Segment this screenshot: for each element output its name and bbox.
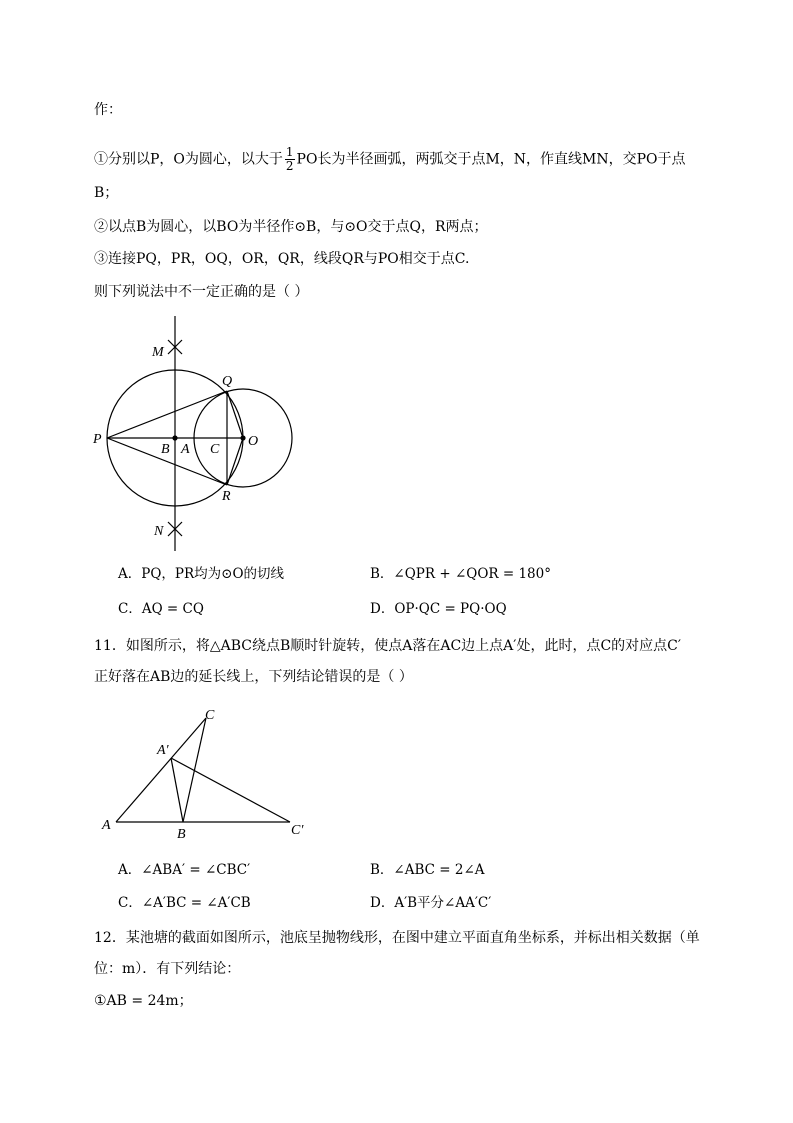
point-o-dot bbox=[241, 436, 245, 440]
q10-step1-end: B； bbox=[94, 185, 119, 201]
q12-line1: 12．某池塘的截面如图所示，池底呈抛物线形，在图中建立平面直角坐标系，并标出相关数据（单 bbox=[94, 930, 700, 946]
q10-question: 则下列说法中不一定正确的是（ ） bbox=[94, 284, 309, 300]
q12-line2: 位：m）．有下列结论： bbox=[94, 961, 241, 977]
segment-oq bbox=[227, 391, 243, 438]
q10-step1-b: P，O为圆心，以大于 bbox=[150, 151, 283, 168]
label-a: A bbox=[102, 818, 111, 833]
label-a: A bbox=[181, 442, 190, 457]
q10-lead: 作： bbox=[94, 102, 122, 118]
fraction-numerator: 1 bbox=[285, 145, 294, 159]
segment-ba-prime bbox=[171, 758, 183, 822]
label-q: Q bbox=[222, 374, 233, 389]
q10-option-b[interactable]: B．∠QPR + ∠QOR = 180° bbox=[370, 566, 551, 582]
q11-option-d[interactable]: D．A′B平分∠AA′C′ bbox=[370, 895, 492, 911]
label-n: N bbox=[154, 524, 164, 539]
label-p: P bbox=[93, 432, 102, 447]
q10-step1-a: ①分别以 bbox=[94, 151, 150, 168]
label-r: R bbox=[222, 489, 231, 504]
q11-option-a[interactable]: A．∠ABA′ = ∠CBC′ bbox=[118, 862, 251, 878]
q10-step1-c: PO长为半径画弧，两弧交于点 bbox=[296, 151, 486, 168]
q10-option-d[interactable]: D．OP·QC = PQ·OQ bbox=[370, 601, 507, 617]
label-a-prime: A′ bbox=[157, 743, 169, 758]
q12-item1: ①AB = 24m； bbox=[94, 993, 193, 1009]
q10-circle-figure bbox=[80, 308, 320, 558]
q11-option-c[interactable]: C．∠A′BC = ∠A′CB bbox=[118, 895, 251, 911]
label-c: C bbox=[210, 442, 220, 457]
q10-option-c[interactable]: C．AQ = CQ bbox=[118, 601, 204, 617]
segment-pq bbox=[107, 391, 227, 438]
label-o: O bbox=[248, 434, 259, 449]
q11-line2: 正好落在AB边的延长线上，下列结论错误的是（ ） bbox=[94, 669, 413, 685]
q11-triangle-figure bbox=[95, 704, 325, 844]
label-b: B bbox=[161, 442, 170, 457]
q10-step2: ②以点B为圆心，以BO为半径作⊙B，与⊙O交于点Q，R两点； bbox=[94, 219, 488, 235]
q11-option-b[interactable]: B．∠ABC = 2∠A bbox=[370, 862, 485, 878]
half-fraction bbox=[285, 146, 295, 173]
q11-line1: 11．如图所示，将△ABC绕点B顺时针旋转，使点A落在AC边上点A′处，此时，点C的对应点C′ bbox=[94, 638, 682, 654]
point-b-dot bbox=[173, 436, 177, 440]
q10-step3: ③连接PQ，PR，OQ，OR，QR，线段QR与PO相交于点C. bbox=[94, 251, 470, 267]
q10-step1-d: M，N，作直线MN，交PO于点 bbox=[485, 151, 686, 168]
fraction-denominator: 2 bbox=[285, 159, 294, 173]
label-m: M bbox=[152, 345, 164, 360]
label-b: B bbox=[177, 827, 186, 842]
segment-or bbox=[227, 438, 243, 485]
q10-option-a[interactable]: A．PQ，PR均为⊙O的切线 bbox=[118, 566, 285, 582]
segment-a-prime-c-prime bbox=[171, 758, 290, 822]
label-c: C bbox=[205, 708, 215, 723]
label-c-prime: C′ bbox=[291, 823, 304, 838]
q10-step1 bbox=[94, 146, 686, 173]
